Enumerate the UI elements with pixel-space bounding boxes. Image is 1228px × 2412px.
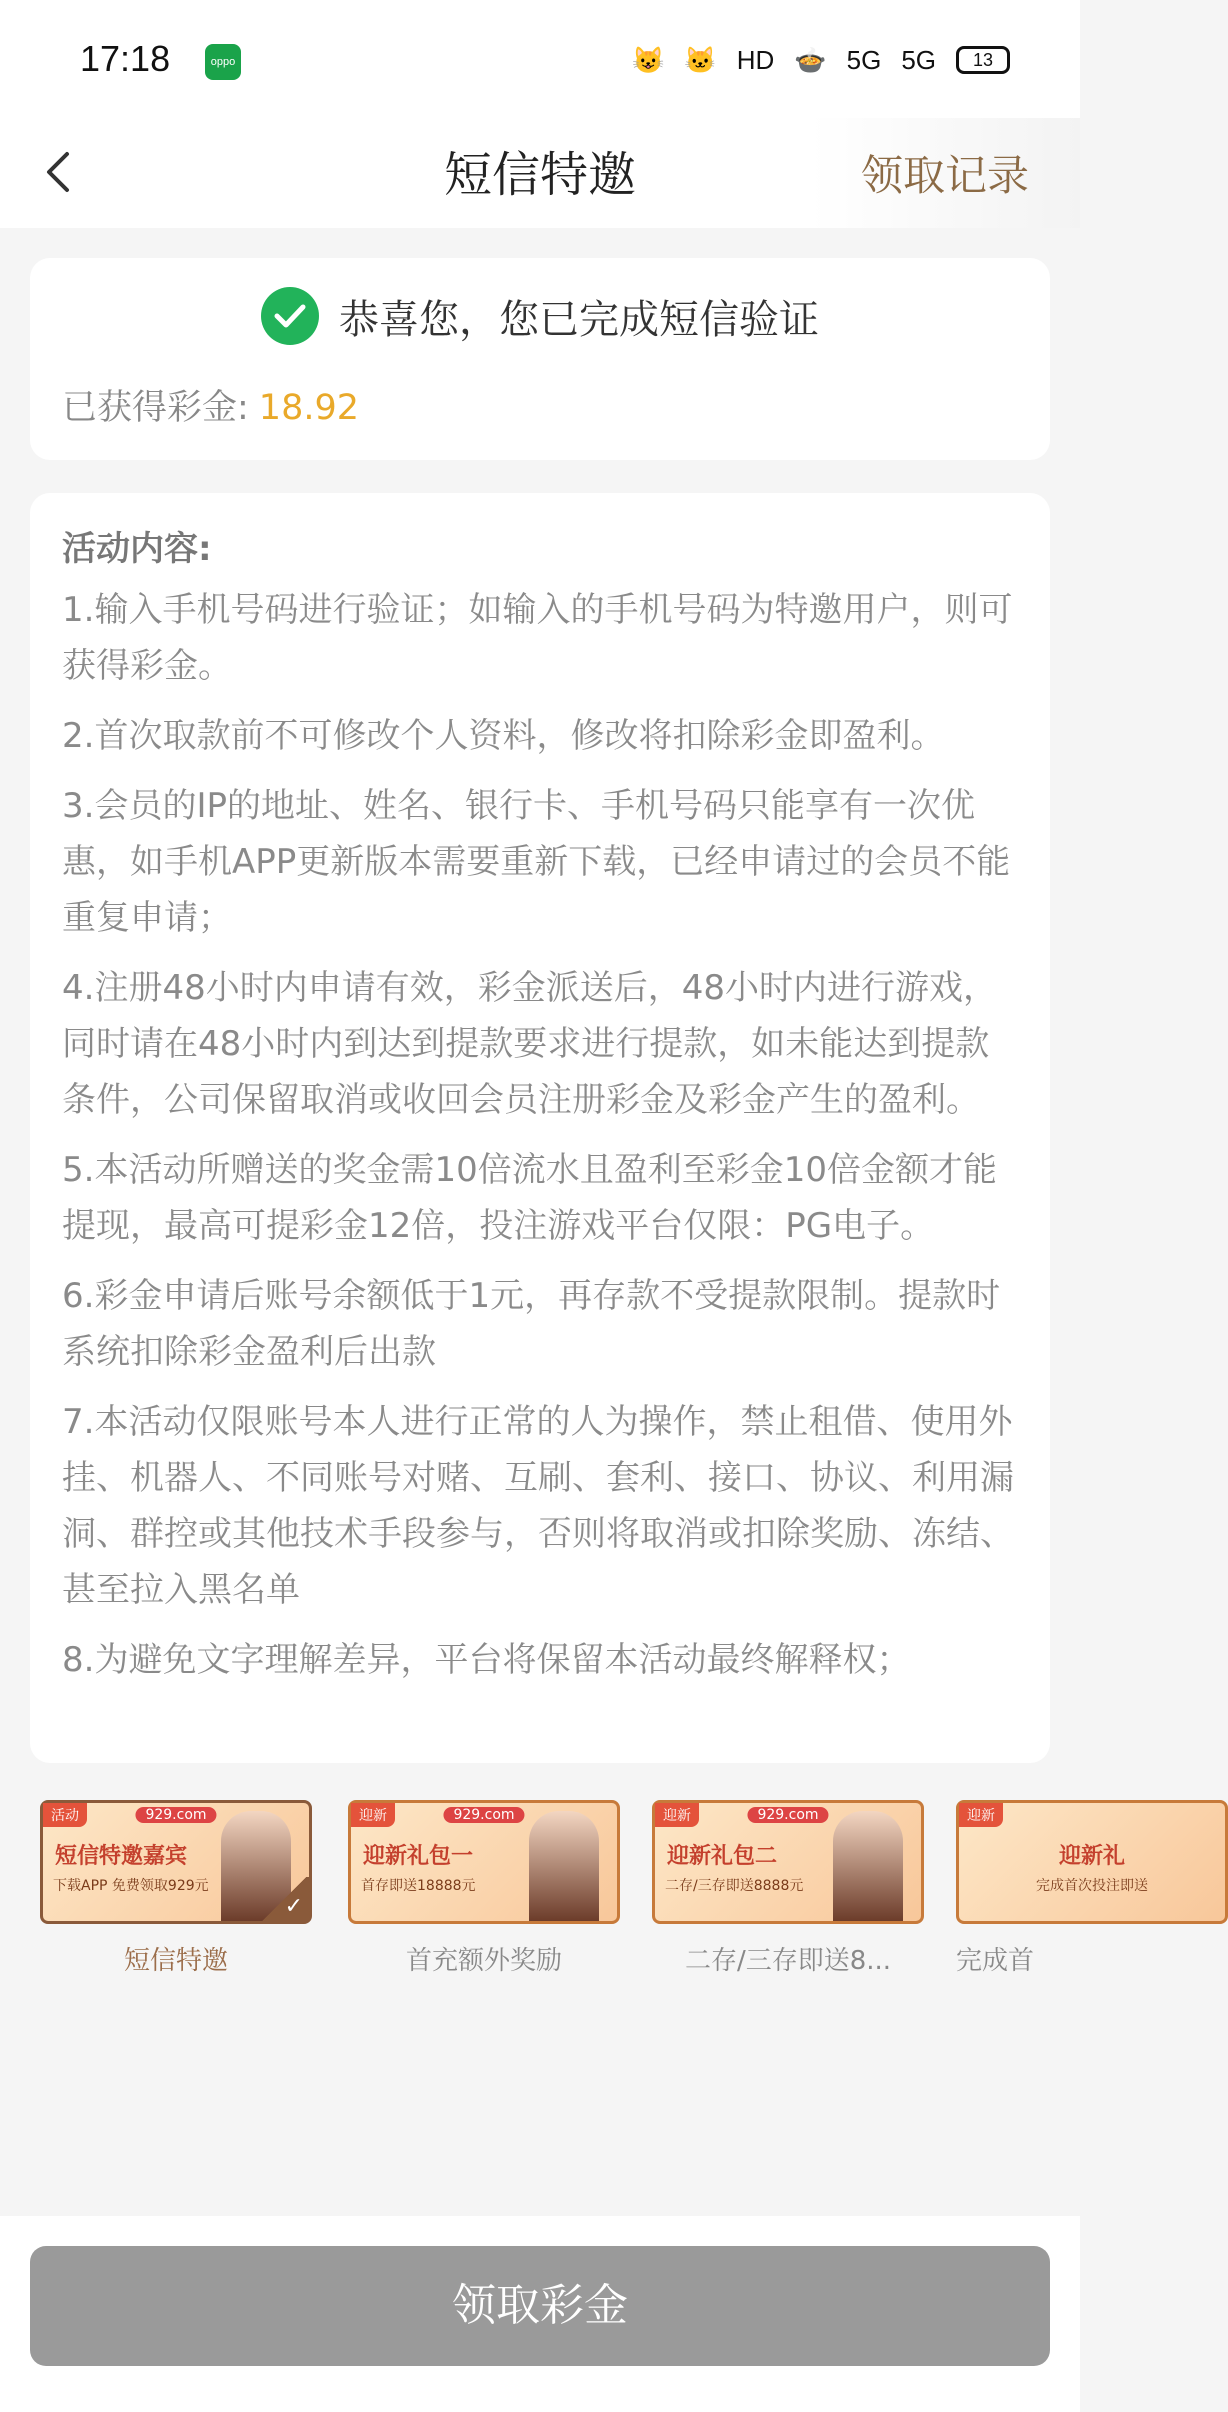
banner-domain: 929.com [135,1807,216,1823]
verification-success-card [30,258,1050,460]
banner-sub: 二存/三存即送8888元 [665,1878,804,1894]
banner-headline: 迎新礼包一 [363,1844,474,1869]
signal-5g-2-icon: 5G [901,44,936,75]
rule-item: 6.彩金申请后账号余额低于1元，再存款不受提款限制。提款时系统扣除彩金盈利后出款 [62,1276,1001,1372]
banner-headline: 迎新礼 [1058,1844,1125,1869]
success-message-row [30,286,1050,346]
battery-icon: 13 [956,46,1010,74]
banner-headline: 迎新礼包二 [667,1844,778,1869]
earned-bonus [62,380,359,430]
status-bar [0,0,1080,118]
notification-cat2-icon: 🐱 [684,44,717,75]
promo-banner-image [956,1800,1228,1924]
banner-tag: 迎新 [959,1803,1003,1827]
banner-domain: 929.com [747,1807,828,1823]
selected-check-icon: ✓ [259,1877,309,1921]
rule-item: 8.为避免文字理解差异，平台将保留本活动最终解释权； [62,1640,911,1680]
claim-bonus-button[interactable]: 领取彩金 [30,2246,1050,2366]
promo-banner-image [348,1800,620,1924]
banner-sub: 完成首次投注即送 [1036,1878,1148,1894]
banner-figure [529,1811,599,1921]
nav-bar [0,118,1080,228]
activity-rules-card [30,493,1050,1763]
claim-records-link[interactable]: 领取记录 [810,118,1080,228]
banner-tag: 迎新 [655,1803,699,1827]
promo-tab-first-deposit[interactable] [348,1800,620,1990]
banner-sub: 下载APP 免费领取929元 [53,1878,209,1894]
promo-tab-second-deposit[interactable] [652,1800,924,1990]
rule-item: 1.输入手机号码进行验证；如输入的手机号码为特邀用户，则可获得彩金。 [62,590,1013,686]
notification-cat-icon: 😺 [631,44,665,75]
promo-caption: 首充额外奖励 [405,1946,562,1976]
earned-label: 已获得彩金: [62,388,249,428]
rule-item: 3.会员的IP的地址、姓名、银行卡、手机号码只能享有一次优惠，如手机APP更新版本需要重新下载，已经申请过的会员不能重复申请； [62,786,1011,938]
promo-banner-image [40,1800,312,1924]
banner-domain: 929.com [443,1807,524,1823]
banner-headline: 短信特邀嘉宾 [55,1844,188,1869]
banner-figure [833,1811,903,1921]
page-title: 短信特邀 [443,147,636,203]
status-time: 17:18 [80,38,171,79]
promo-caption: 短信特邀 [123,1946,228,1976]
promo-tab-sms-invite[interactable] [40,1800,312,1990]
banner-tag: 活动 [43,1803,87,1827]
oppo-app-icon: oppo [205,44,241,80]
promo-caption: 二存/三存即送8... [684,1946,892,1976]
notification-bowl-icon: 🍲 [794,44,827,75]
rule-item: 2.首次取款前不可修改个人资料，修改将扣除彩金即盈利。 [62,716,945,756]
check-circle-icon [261,287,319,345]
hd-icon: HD [736,44,775,75]
promotion-carousel[interactable] [0,1790,1148,2000]
signal-5g-icon: 5G [846,44,882,75]
promo-banner-image [652,1800,924,1924]
promo-tab-first-bet[interactable] [956,1800,1228,1990]
status-icons [632,40,1010,80]
promo-caption: 完成首 [956,1946,1035,1976]
rule-item: 7.本活动仅限账号本人进行正常的人为操作，禁止租借、使用外挂、机器人、不同账号对赌、互刷、套利、接口、协议、利用漏洞、群控或其他技术手段参与，否则将取消或扣除奖励、冻结、甚至拉入黑名单 [62,1402,1014,1610]
earned-value: 18.92 [258,388,359,428]
success-message: 恭喜您，您已完成短信验证 [339,296,819,343]
rule-item: 5.本活动所赠送的奖金需10倍流水且盈利至彩金10倍金额才能提现，最高可提彩金12倍，投注游戏平台仅限：PG电子。 [62,1150,997,1246]
banner-sub: 首存即送18888元 [361,1878,476,1894]
bottom-action-bar [0,2216,1080,2412]
banner-tag: 迎新 [351,1803,395,1827]
rules-title: 活动内容: [62,529,212,569]
rule-item: 4.注册48小时内申请有效，彩金派送后，48小时内进行游戏，同时请在48小时内到达到提款要求进行提款，如未能达到提款条件，公司保留取消或收回会员注册彩金及彩金产生的盈利。 [62,968,997,1120]
